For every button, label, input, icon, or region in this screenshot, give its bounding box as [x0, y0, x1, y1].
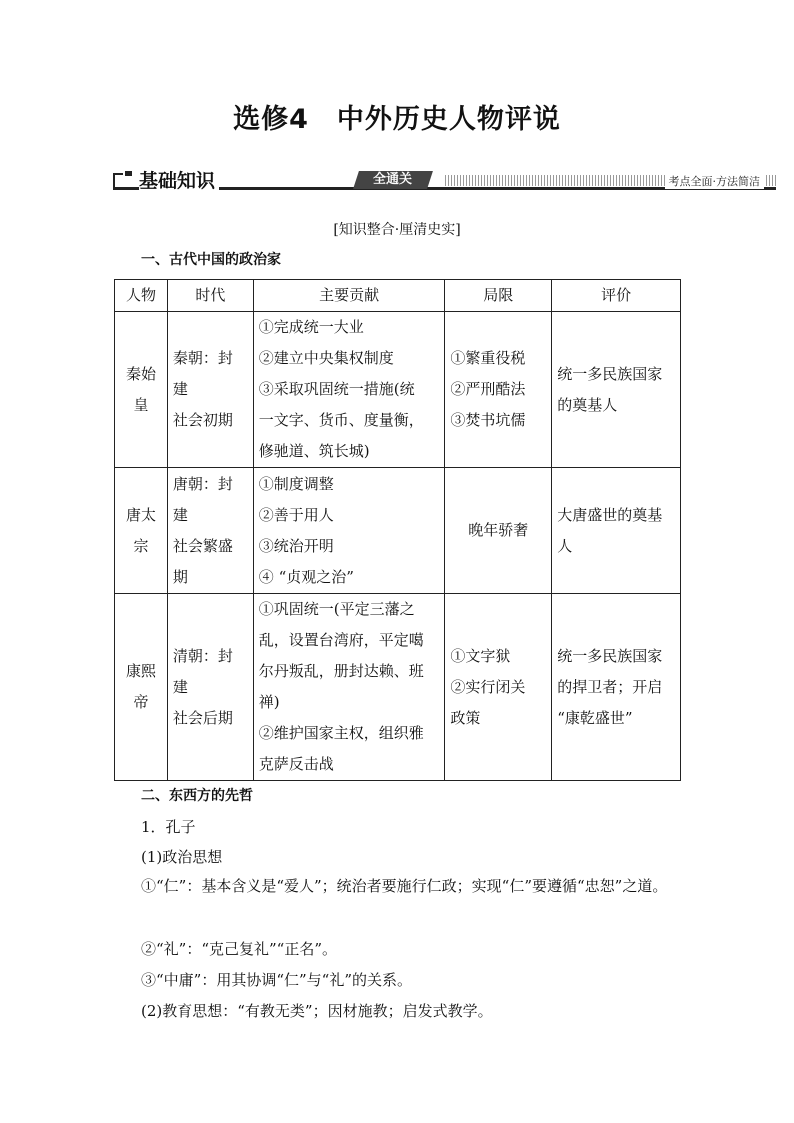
paragraph-ren [141, 876, 681, 902]
cell-line: 人 [557, 536, 573, 555]
cell-line: 秦朝：封 [172, 349, 233, 367]
cell-contrib [253, 468, 445, 594]
cell-eval [552, 312, 681, 468]
cell-line: 统一多民族国家 [557, 364, 663, 383]
banner-label: 基础知识 [139, 166, 219, 193]
section-heading-2: 二、东西方的先哲 [141, 788, 253, 804]
cell-line: 社会繁盛 [172, 536, 233, 555]
section-banner [113, 171, 776, 193]
cell-line: 乱，设置台湾府，平定噶 [258, 631, 424, 649]
cell-line: 建 [172, 380, 188, 398]
cell-limit [445, 312, 552, 468]
cell-line: 唐太 [125, 505, 156, 524]
cell-line: 秦始 [125, 364, 156, 383]
cell-line: 康熙 [125, 662, 156, 680]
cell-line: ②严刑酷法 [450, 380, 526, 398]
header-era: 时代 [167, 280, 253, 312]
cell-line: ③焚书坑儒 [450, 411, 526, 429]
cell-line: 大唐盛世的奠基 [557, 505, 663, 524]
cell-line: 唐朝：封 [172, 474, 233, 493]
paragraph-education: (2)教育思想：“有教无类”；因材施教；启发式教学。 [141, 1002, 493, 1020]
cell-line: 社会后期 [172, 708, 233, 727]
cell-era [167, 312, 253, 468]
banner-corner-mark [113, 173, 123, 189]
cell-line: 皇 [133, 395, 149, 414]
header-limitation: 局限 [445, 280, 552, 312]
header-person: 人物 [115, 280, 168, 312]
cell-line: ③统治开明 [258, 536, 334, 555]
table-row [115, 468, 681, 594]
section-heading-1: 一、古代中国的政治家 [141, 252, 281, 268]
cell-line: 克萨反击战 [258, 755, 334, 773]
cell-era [167, 468, 253, 594]
cell-line: ①制度调整 [258, 474, 334, 493]
banner-badge [353, 171, 433, 189]
cell-line: ①巩固统一(平定三藩之 [258, 600, 415, 618]
politicians-table [114, 279, 681, 781]
cell-line: 统一多民族国家 [557, 646, 663, 665]
cell-person [115, 594, 168, 781]
cell-line: 尔丹叛乱，册封达赖、班 [258, 662, 424, 680]
cell-line: ③采取巩固统一措施(统 [258, 380, 415, 398]
header-contribution: 主要贡献 [253, 280, 445, 312]
cell-line: 建 [172, 505, 188, 524]
paragraph-li: ②“礼”：“克己复礼”“正名”。 [141, 940, 338, 958]
cell-eval [552, 468, 681, 594]
subitem-politics: (1)政治思想 [141, 848, 223, 866]
cell-line: ①文字狱 [450, 646, 511, 665]
knowledge-subheading: [知识整合·厘清史实] [333, 222, 461, 238]
banner-badge-text: 全通关 [373, 172, 413, 187]
cell-line: ②善于用人 [258, 505, 334, 524]
cell-line: ②实行闭关 [450, 677, 526, 696]
item-confucius: 1．孔子 [141, 818, 196, 836]
cell-line: 政策 [450, 708, 481, 727]
paragraph-ren-text: ①“仁”：基本含义是“爱人”；统治者要施行仁政；实现“仁”要遵循“忠恕”之道。 [141, 877, 668, 895]
banner-dot-mark [125, 171, 132, 176]
cell-line: 清朝：封 [172, 646, 233, 665]
cell-line: 的奠基人 [557, 395, 618, 414]
cell-line: “康乾盛世” [557, 708, 633, 727]
cell-line: 晚年骄奢 [468, 521, 529, 539]
cell-era [167, 594, 253, 781]
cell-line: 的捍卫者；开启 [557, 677, 663, 696]
cell-line: ②建立中央集权制度 [258, 349, 394, 367]
cell-line: 宗 [133, 536, 149, 555]
cell-person [115, 312, 168, 468]
table-header-row [115, 280, 681, 312]
table-row [115, 312, 681, 468]
cell-line: 期 [172, 567, 188, 586]
banner-right-text: 考点全面·方法简洁 [665, 173, 765, 189]
cell-limit [445, 594, 552, 781]
cell-limit [445, 468, 552, 594]
cell-line: 建 [172, 677, 188, 696]
cell-contrib [253, 594, 445, 781]
cell-person [115, 468, 168, 594]
cell-line: 一文字、货币、度量衡， [258, 411, 424, 429]
cell-line: ②维护国家主权，组织雅 [258, 724, 424, 742]
cell-line: ④ “贞观之治” [258, 567, 354, 586]
header-evaluation: 评价 [552, 280, 681, 312]
cell-line: ①繁重役税 [450, 349, 526, 367]
cell-line: 社会初期 [172, 411, 233, 429]
cell-eval [552, 594, 681, 781]
cell-line: 禅) [258, 693, 280, 711]
cell-line: 帝 [133, 693, 149, 711]
table-row [115, 594, 681, 781]
cell-line: 修驰道、筑长城) [258, 442, 370, 460]
cell-line: ①完成统一大业 [258, 318, 364, 336]
page-title: 选修4 中外历史人物评说 [233, 104, 561, 135]
paragraph-zhongyong: ③“中庸”：用其协调“仁”与“礼”的关系。 [141, 971, 413, 989]
cell-contrib [253, 312, 445, 468]
